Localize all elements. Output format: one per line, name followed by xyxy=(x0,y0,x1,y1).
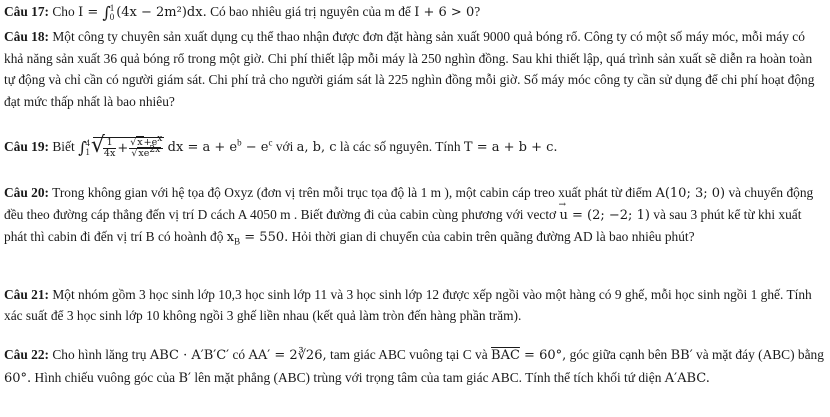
math: A′ABC. xyxy=(664,370,710,386)
text: lên mặt phẳng (ABC) trùng với trọng tâm của tam giác ABC. Tính thể tích khối tứ diện xyxy=(194,369,662,385)
base: xe xyxy=(138,148,150,159)
question-22 xyxy=(4,344,824,389)
integrand: (4x − 2m²)dx. xyxy=(116,5,207,20)
upper-limit: 4 xyxy=(85,138,90,148)
question-label: Câu 19: xyxy=(4,139,50,155)
sqrt-expression: √ $\frac{1}{4x}$ + $\frac{√x+e^x}{√xe^{2x}}$ xyxy=(93,137,164,159)
exponent: x xyxy=(157,133,163,144)
text: Trong không gian với hệ tọa độ Oxyz (đơn vị trên mỗi trục tọa độ là 1 m ), một cabin cáp treo xuất phát từ điểm xyxy=(52,185,653,200)
lower-limit: 0 xyxy=(109,11,115,22)
angle-bac: $\overline{BAC}$ xyxy=(491,348,520,363)
integral-sign: ∫ xyxy=(78,138,87,158)
math: 60°. xyxy=(4,370,32,386)
text: góc giữa cạnh bên xyxy=(569,347,668,362)
question-label: Câu 22: xyxy=(4,347,50,362)
math: − e xyxy=(241,140,269,156)
root-sign: √ xyxy=(131,148,138,159)
upper-limit: 1 xyxy=(109,2,115,13)
term: +e xyxy=(143,137,158,148)
lower-limit: 1 xyxy=(85,147,90,157)
fraction-1 xyxy=(103,138,116,159)
text: Có bao nhiêu giá trị nguyên của m để xyxy=(210,4,411,19)
radicand: x xyxy=(137,137,143,148)
question-label: Câu 18: xyxy=(4,29,50,44)
text: Hỏi thời gian di chuyển của cabin trên quãng đường AD là bao nhiêu phút? xyxy=(291,229,695,244)
question-18 xyxy=(4,26,824,112)
integral-sign: ∫ xyxy=(102,3,111,22)
math: A(10; 3; 0) xyxy=(655,186,726,201)
text: Cho hình lăng trụ xyxy=(52,347,147,362)
vector-u: → u xyxy=(560,205,568,226)
text: có xyxy=(232,347,246,362)
question-17 xyxy=(4,2,824,23)
text: ? xyxy=(474,4,481,19)
math: BB′ xyxy=(670,348,693,363)
question-label: Câu 17: xyxy=(4,4,50,19)
exponent: 2x xyxy=(149,144,161,155)
math: AA′ = 2∛26, xyxy=(248,348,327,363)
math: T = a + b + c. xyxy=(463,140,558,156)
integral-limits xyxy=(110,4,115,22)
question-21 xyxy=(4,284,824,326)
subscript: B xyxy=(234,236,241,247)
denominator: 4x xyxy=(103,148,116,159)
math: I + 6 > 0 xyxy=(414,5,475,20)
math: = 550. xyxy=(240,230,289,245)
math: = (2; −2; 1) xyxy=(567,208,650,223)
math: dx = a + e xyxy=(167,140,238,156)
question-text: Một nhóm gồm 3 học sinh lớp 10,3 học sinh lớp 11 và 3 học sinh lớp 12 được xếp ngồi vào một hàng có 9 ghế, mỗi học sinh ngồi 1 ghế. Tính xác suất để 3 học sinh lớp 10 không ngồi 3 ghế liền nhau (kết quả làm tròn đến hàng phần trăm). xyxy=(4,287,812,323)
text: Cho xyxy=(52,4,75,19)
radicand xyxy=(137,144,161,159)
numerator: √ 1 xyxy=(103,138,116,149)
text: và chuyển động đều theo đường cáp thẳng đến vị trí D cách A 4050 m . Biết đường đi của cabin cùng phương với vectơ xyxy=(4,185,814,222)
exponent-c: c xyxy=(268,137,273,148)
text: là các số nguyên. Tính xyxy=(339,139,461,155)
text: và mặt đáy (ABC) bằng xyxy=(696,347,824,362)
text: và sau 3 phút kể từ khi xuất phát thì cabin đi đến vị trí B có hoành độ xyxy=(4,207,802,244)
math: I = xyxy=(78,5,103,20)
math: ABC · A′B′C′ xyxy=(149,348,230,363)
integral-limits xyxy=(85,139,90,157)
question-20 xyxy=(4,182,824,248)
denominator xyxy=(129,144,163,159)
math: a, b, c xyxy=(296,140,337,156)
text: Biết xyxy=(52,139,75,155)
text: Hình chiếu vuông góc của xyxy=(34,369,176,385)
text: tam giác ABC vuông tại C và xyxy=(329,347,488,362)
math: B′ xyxy=(178,370,191,386)
root-sign: √ xyxy=(130,137,137,148)
text: với xyxy=(275,139,294,155)
exponent-b: b xyxy=(237,137,242,148)
math: = 60°, xyxy=(519,348,567,363)
math: x xyxy=(226,230,235,245)
question-19 xyxy=(4,133,824,159)
question-label: Câu 20: xyxy=(4,185,50,200)
question-text: Một công ty chuyên sản xuất dụng cụ thể thao nhận được đơn đặt hàng sản xuất 9000 quả bóng rổ. Công ty có một số máy móc, mỗi máy có khả năng sản xuất 36 quả bóng rổ trong một giờ. Chi phí thiết lập mỗi máy là 250 nghìn đồng. Sau khi thiết lập, quá trình sản xuất sẽ diễn ra hoàn toàn tự động và chỉ cần có người giám sát. Chi phí trả cho người giám sát là 225 nghìn đồng mỗi giờ. Số máy móc công ty cần sử dụng để chi phí hoạt động đạt mức thấp nhất là bao nhiêu? xyxy=(4,29,815,109)
question-label: Câu 21: xyxy=(4,287,50,302)
